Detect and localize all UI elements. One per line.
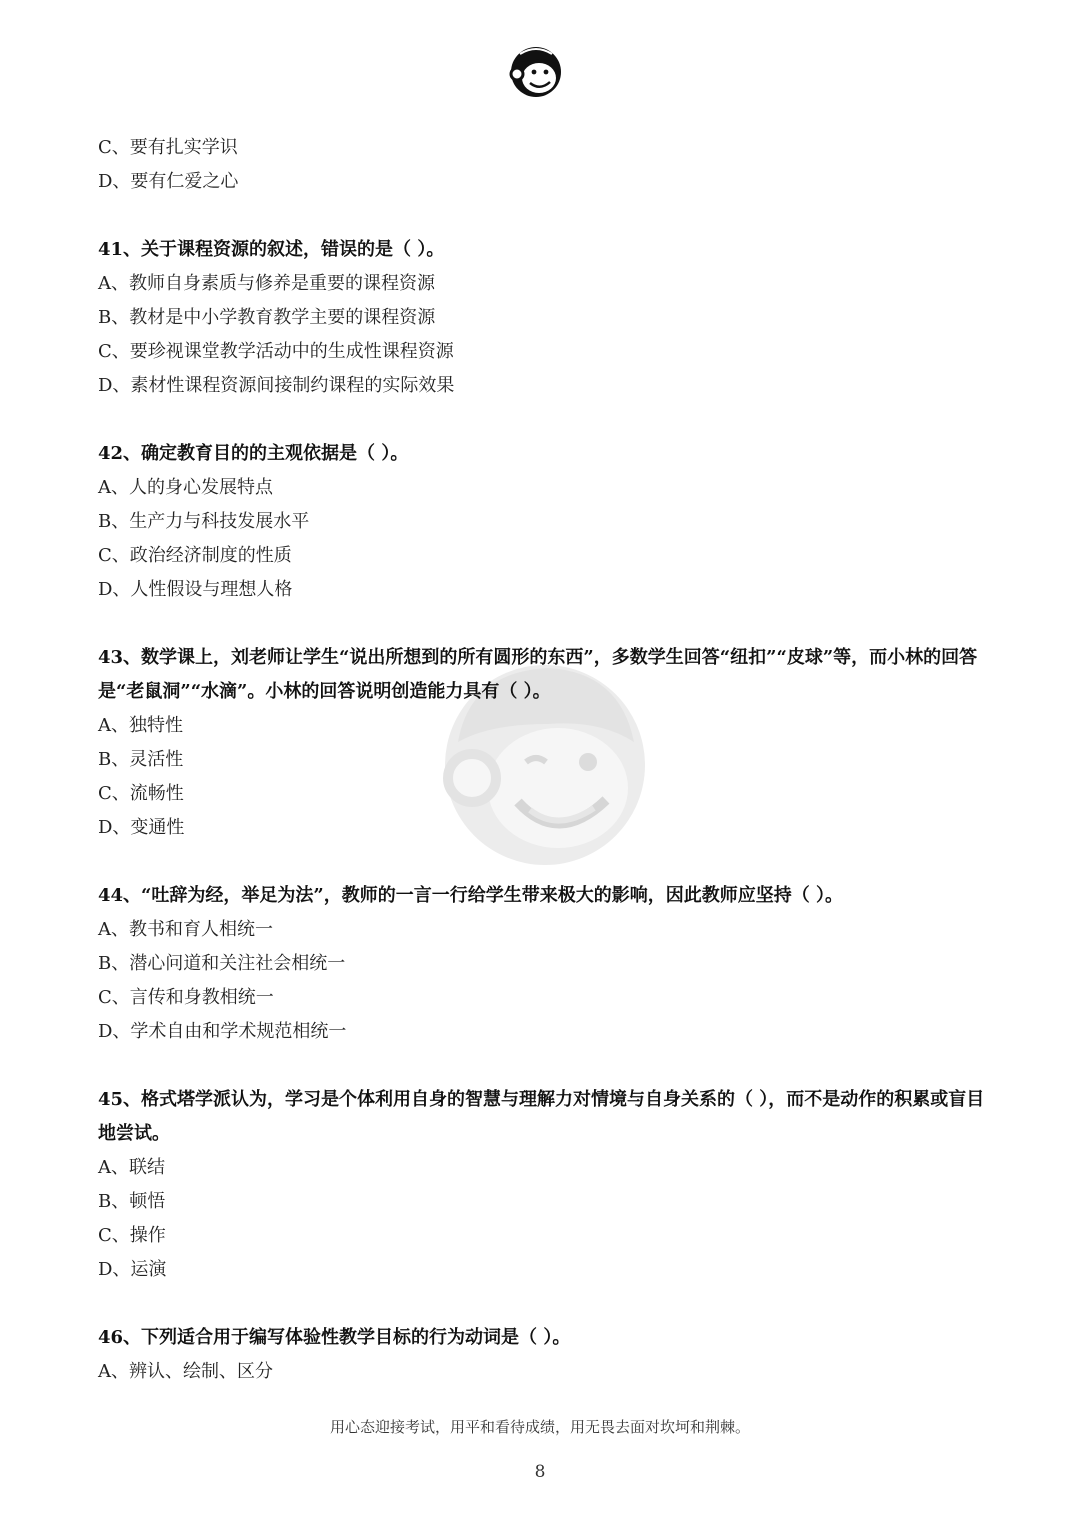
option-item: C、要有扎实学识 (98, 137, 238, 158)
question-45-text: 45、格式塔学派认为，学习是个体利用自身的智慧与理解力对情境与自身关系的（ ），而不是动作的积累或盲目地尝试。 (98, 1089, 985, 1144)
monkey-mascot-icon (506, 40, 566, 100)
question-42-text: 42、确定教育目的的主观依据是（ ）。 (98, 443, 409, 464)
option-item: D、素材性课程资源间接制约课程的实际效果 (98, 375, 455, 396)
option-item: B、教材是中小学教育教学主要的课程资源 (98, 307, 436, 328)
option-item: A、独特性 (98, 715, 183, 736)
question-43-text: 43、数学课上，刘老师让学生“说出所想到的所有圆形的东西”，多数学生回答“纽扣”“皮球”等，而小林的回答是“老鼠洞”“水滴”。小林的回答说明创造能力具有（ ）。 (98, 647, 978, 702)
option-item: B、顿悟 (98, 1191, 166, 1212)
option-item: A、联结 (98, 1157, 165, 1178)
option-item: D、学术自由和学术规范相统一 (98, 1021, 347, 1042)
question-list (98, 131, 988, 1389)
question-46-text: 46、下列适合用于编写体验性教学目标的行为动词是（ ）。 (98, 1327, 571, 1348)
option-item: A、教书和育人相统一 (98, 919, 273, 940)
option-item: D、运演 (98, 1259, 167, 1280)
option-item: B、生产力与科技发展水平 (98, 511, 310, 532)
question-41-text: 41、关于课程资源的叙述，错误的是（ ）。 (98, 239, 445, 260)
option-item: D、变通性 (98, 817, 185, 838)
footer-motto: 用心态迎接考试，用平和看待成绩，用无畏去面对坎坷和荆棘。 (329, 1418, 750, 1436)
option-item: B、潜心问道和关注社会相统一 (98, 953, 346, 974)
page-number: 8 (534, 1462, 546, 1482)
option-item: D、人性假设与理想人格 (98, 579, 293, 600)
option-item: D、要有仁爱之心 (98, 171, 239, 192)
option-item: C、流畅性 (98, 783, 184, 804)
option-item: C、言传和身教相统一 (98, 987, 274, 1008)
option-item: C、操作 (98, 1225, 166, 1246)
option-item: B、灵活性 (98, 749, 184, 770)
option-item: A、辨认、绘制、区分 (98, 1361, 273, 1382)
option-item: C、要珍视课堂教学活动中的生成性课程资源 (98, 341, 454, 362)
question-44-text: 44、“吐辞为经，举足为法”，教师的一言一行给学生带来极大的影响，因此教师应坚持（ ）。 (98, 885, 844, 906)
option-item: C、政治经济制度的性质 (98, 545, 292, 566)
option-item: A、人的身心发展特点 (98, 477, 273, 498)
option-item: A、教师自身素质与修养是重要的课程资源 (98, 273, 435, 294)
